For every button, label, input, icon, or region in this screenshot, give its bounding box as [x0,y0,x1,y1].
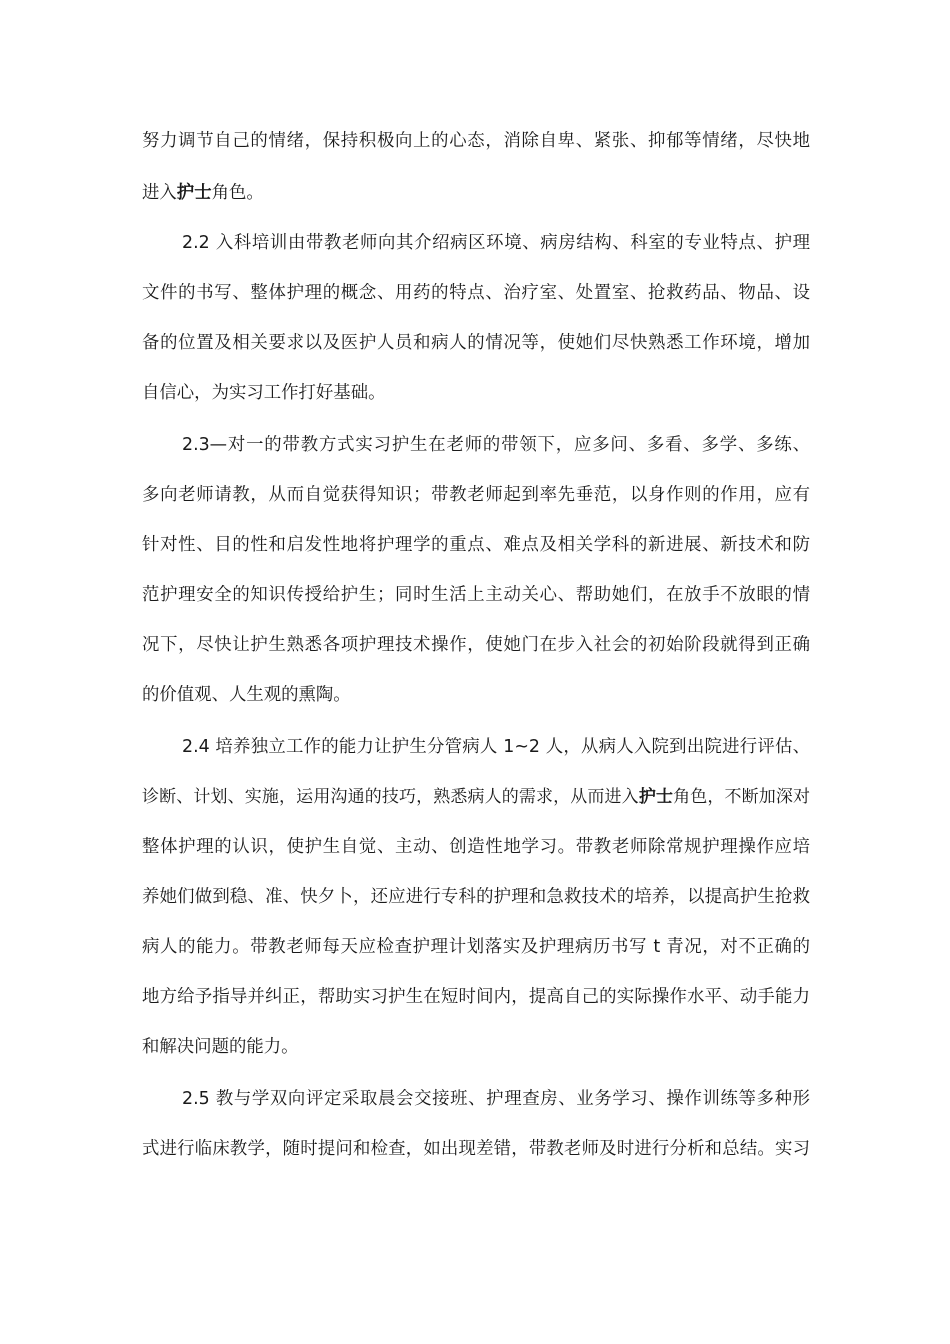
text-line: 病人的能力。带教老师每天应检查护理计划落实及护理病历书写 t 青况，对不正确的 [142,937,810,957]
text-line: 2.2 入科培训由带教老师向其介绍病区环境、病房结构、科室的专业特点、护理 [182,233,810,253]
text-line: 的价值观、人生观的熏陶。 [142,685,351,705]
text-line: 况下，尽快让护生熟悉各项护理技术操作，使她门在步入社会的初始阶段就得到正确 [142,635,810,655]
bold-term: 护士 [638,787,674,807]
text-line: 诊断、计划、实施，运用沟通的技巧，熟悉病人的需求，从而进入护士角色，不断加深对 [142,787,810,807]
text-line: 养她们做到稳、准、快夕卜，还应进行专科的护理和急救技术的培养，以提高护生抢救 [142,887,810,907]
text-line: 整体护理的认识，使护生自觉、主动、创造性地学习。带教老师除常规护理操作应培 [142,837,810,857]
text-line: 针对性、目的性和启发性地将护理学的重点、难点及相关学科的新进展、新技术和防 [142,535,810,555]
text-line: 备的位置及相关要求以及医护人员和病人的情况等，使她们尽快熟悉工作环境，增加 [142,333,810,353]
bold-term: 护士 [176,183,212,203]
text-line: 自信心，为实习工作打好基础。 [142,383,386,403]
text-line: 和解决问题的能力。 [142,1037,299,1057]
text-line: 范护理安全的知识传授给护生；同时生活上主动关心、帮助她们，在放手不放眼的情 [142,585,810,605]
text-line: 努力调节自己的情绪，保持积极向上的心态，消除自卑、紧张、抑郁等情绪，尽快地 [142,131,810,151]
text-line: 多向老师请教，从而自觉获得知识；带教老师起到率先垂范，以身作则的作用，应有 [142,485,810,505]
text-line: 文件的书写、整体护理的概念、用药的特点、治疗室、处置室、抢救药品、物品、设 [142,283,810,303]
text-line: 2.3—对一的带教方式实习护生在老师的带领下，应多问、多看、多学、多练、 [182,435,810,455]
text-line: 2.5 教与学双向评定采取晨会交接班、护理查房、业务学习、操作训练等多种形 [182,1089,810,1109]
text-line: 进入护士角色。 [142,183,264,203]
text-line: 式进行临床教学，随时提问和检查，如出现差错，带教老师及时进行分析和总结。实习 [142,1139,810,1159]
text-line: 2.4 培养独立工作的能力让护生分管病人 1~2 人，从病人入院到出院进行评估、 [182,737,810,757]
text-line: 地方给予指导并纠正，帮助实习护生在短时间内，提高自己的实际操作水平、动手能力 [142,987,810,1007]
